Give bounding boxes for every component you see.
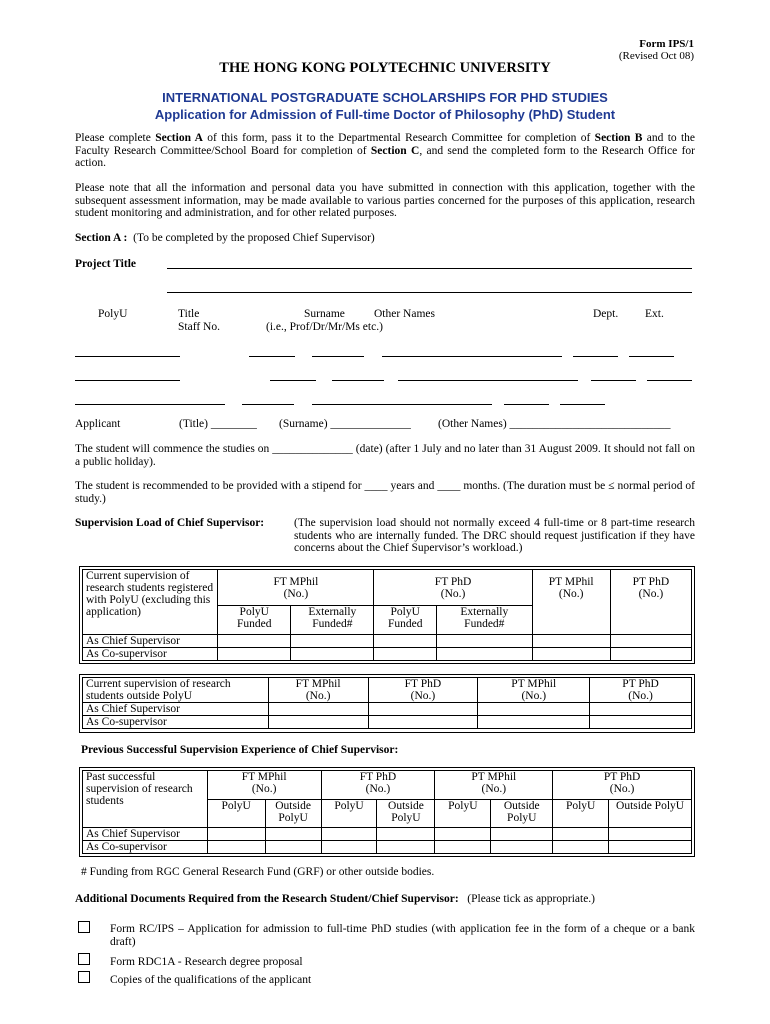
intro-paragraph-2: Please note that all the information and personal data you have submitted in connection with this application, together with the subsequent assessment information, may be made available to various parties concerned for the purposes of this application, research student monitoring and administration, and for other related purposes. [75, 182, 695, 219]
table1-mphil-ext-funded: Externally Funded# [291, 605, 374, 634]
table-current-supervision-polyu [82, 569, 692, 661]
table3-ftmphil-polyu: PolyU [207, 799, 265, 828]
table2-ft-phd: FT PhD (No.) [368, 678, 478, 703]
row2-staffno-line[interactable] [332, 380, 384, 381]
row1-title-line[interactable] [249, 356, 295, 357]
ext-col-label: Ext. [645, 308, 664, 320]
table-row [83, 703, 692, 716]
table1-pt-mphil: PT MPhil (No.) [532, 570, 610, 635]
commence-date-statement: The student will commence the studies on ______________ (date) (after 1 July and no later than 31 August 2009. It should not fall on a public holiday). [75, 443, 695, 468]
applicant-other-names-field[interactable]: (Other Names) ____________________________ [438, 418, 671, 430]
stipend-statement: The student is recommended to be provided with a stipend for ____ years and ____ months. (The duration must be ≤ normal period of study.) [75, 480, 695, 505]
row1-polyu-line[interactable] [75, 356, 180, 357]
checkbox-qualifications[interactable] [78, 971, 90, 983]
table3-ft-mphil: FT MPhil (No.) [207, 771, 321, 800]
dept-col-label: Dept. [593, 308, 619, 320]
applicant-label: Applicant [75, 418, 121, 430]
row3-dept-line[interactable] [504, 404, 549, 405]
polyu-col-label: PolyU [98, 308, 128, 320]
table-current-supervision-outside [82, 677, 692, 729]
table1-head-label: Current supervision of research students registered with PolyU (excluding this application) [83, 570, 218, 635]
row1-staffno-line[interactable] [312, 356, 364, 357]
table2-row-co: As Co-supervisor [83, 716, 269, 729]
table-past-supervision [82, 770, 692, 854]
row3-polyu-line[interactable] [75, 404, 225, 405]
row2-polyu-line[interactable] [75, 380, 180, 381]
title-col-label: Title [178, 308, 200, 320]
table3-ftmphil-outside: Outside PolyU [265, 799, 321, 828]
table1-ft-phd: FT PhD (No.) [374, 570, 532, 606]
table2-pt-mphil: PT MPhil (No.) [478, 678, 590, 703]
table3-ptmphil-polyu: PolyU [435, 799, 491, 828]
additional-documents-heading: Additional Documents Required from the Research Student/Chief Supervisor: (Please tick as appropriate.) [75, 893, 596, 905]
title-examples-label: (i.e., Prof/Dr/Mr/Ms etc.) [266, 321, 383, 333]
table3-ft-phd: FT PhD (No.) [321, 771, 435, 800]
table-row [83, 648, 692, 661]
revision-date: (Revised Oct 08) [618, 50, 694, 62]
row2-ext-line[interactable] [647, 380, 692, 381]
form-number: Form IPS/1 [639, 38, 694, 50]
table2-head-label: Current supervision of research students outside PolyU [83, 678, 269, 703]
scholarship-title: INTERNATIONAL POSTGRADUATE SCHOLARSHIPS FOR PHD STUDIES [162, 90, 608, 105]
form-identifier [619, 38, 694, 62]
intro-paragraph-1: Please complete Section A of this form, pass it to the Departmental Research Committee for completion of Section B and to the Faculty Research Committee/School Board for completion of Section C, and send the completed form to the Research Office for action. [75, 132, 696, 169]
other-names-col-label: Other Names [374, 308, 435, 320]
applicant-title-field[interactable]: (Title) ________ [179, 418, 257, 430]
table1-pt-phd: PT PhD (No.) [610, 570, 691, 635]
table1-phd-polyu-funded: PolyU Funded [374, 605, 436, 634]
table3-ptmphil-outside: Outside PolyU [491, 799, 553, 828]
university-name: THE HONG KONG POLYTECHNIC UNIVERSITY [219, 60, 551, 76]
table3-head-label: Past successful supervision of research students [83, 771, 208, 828]
table3-pt-phd: PT PhD (No.) [553, 771, 692, 800]
staff-no-col-label: Staff No. [178, 321, 220, 333]
table2-row-chief: As Chief Supervisor [83, 703, 269, 716]
previous-supervision-heading: Previous Successful Supervision Experience of Chief Supervisor: [81, 744, 399, 756]
document-item-3: Copies of the qualifications of the applicant [110, 974, 312, 986]
table3-ptphd-outside: Outside PolyU [609, 799, 692, 828]
table-row [83, 716, 692, 729]
table1-mphil-polyu-funded: PolyU Funded [218, 605, 291, 634]
checkbox-form-rdc1a[interactable] [78, 953, 90, 965]
row2-dept-line[interactable] [591, 380, 636, 381]
table2-ft-mphil: FT MPhil (No.) [268, 678, 368, 703]
row2-title-line[interactable] [270, 380, 316, 381]
applicant-surname-field[interactable]: (Surname) ______________ [279, 418, 411, 430]
project-title-line-2[interactable] [167, 292, 692, 293]
application-title: Application for Admission of Full-time Doctor of Philosophy (PhD) Student [154, 107, 616, 122]
supervision-load-label: Supervision Load of Chief Supervisor: [75, 517, 265, 529]
table-row [83, 841, 692, 854]
table3-ptphd-polyu: PolyU [553, 799, 609, 828]
row1-dept-line[interactable] [573, 356, 618, 357]
row2-name-line[interactable] [398, 380, 578, 381]
table1-ft-mphil: FT MPhil (No.) [218, 570, 374, 606]
table1-phd-ext-funded: Externally Funded# [436, 605, 532, 634]
row1-ext-line[interactable] [629, 356, 674, 357]
checkbox-form-rc-ips[interactable] [78, 921, 90, 933]
project-title-line-1[interactable] [167, 268, 692, 269]
row3-ext-line[interactable] [560, 404, 605, 405]
row1-name-line[interactable] [382, 356, 562, 357]
document-item-2: Form RDC1A - Research degree proposal [110, 956, 303, 968]
document-item-1: Form RC/IPS – Application for admission to full-time PhD studies (with application fee in the form of a cheque or a bank draft) [110, 923, 695, 948]
row3-name-line[interactable] [312, 404, 492, 405]
table-row [83, 635, 692, 648]
table1-row-co: As Co-supervisor [83, 648, 218, 661]
table3-row-chief: As Chief Supervisor [83, 828, 208, 841]
table-row [83, 828, 692, 841]
project-title-label: Project Title [75, 258, 136, 270]
table1-row-chief: As Chief Supervisor [83, 635, 218, 648]
table3-row-co: As Co-supervisor [83, 841, 208, 854]
table2-pt-phd: PT PhD (No.) [590, 678, 692, 703]
section-a-heading: Section A : (To be completed by the proposed Chief Supervisor) [75, 232, 375, 244]
funding-footnote: # Funding from RGC General Research Fund (GRF) or other outside bodies. [81, 866, 435, 878]
table3-pt-mphil: PT MPhil (No.) [435, 771, 553, 800]
surname-col-label: Surname [304, 308, 345, 320]
supervision-load-note: (The supervision load should not normally exceed 4 full-time or 8 part-time research students who are internally funded. The DRC should request justification if they have concerns about the Chief Supervisor’s workload.) [294, 517, 695, 554]
table3-ftphd-outside: Outside PolyU [377, 799, 435, 828]
table3-ftphd-polyu: PolyU [321, 799, 377, 828]
row3-title-line[interactable] [242, 404, 294, 405]
